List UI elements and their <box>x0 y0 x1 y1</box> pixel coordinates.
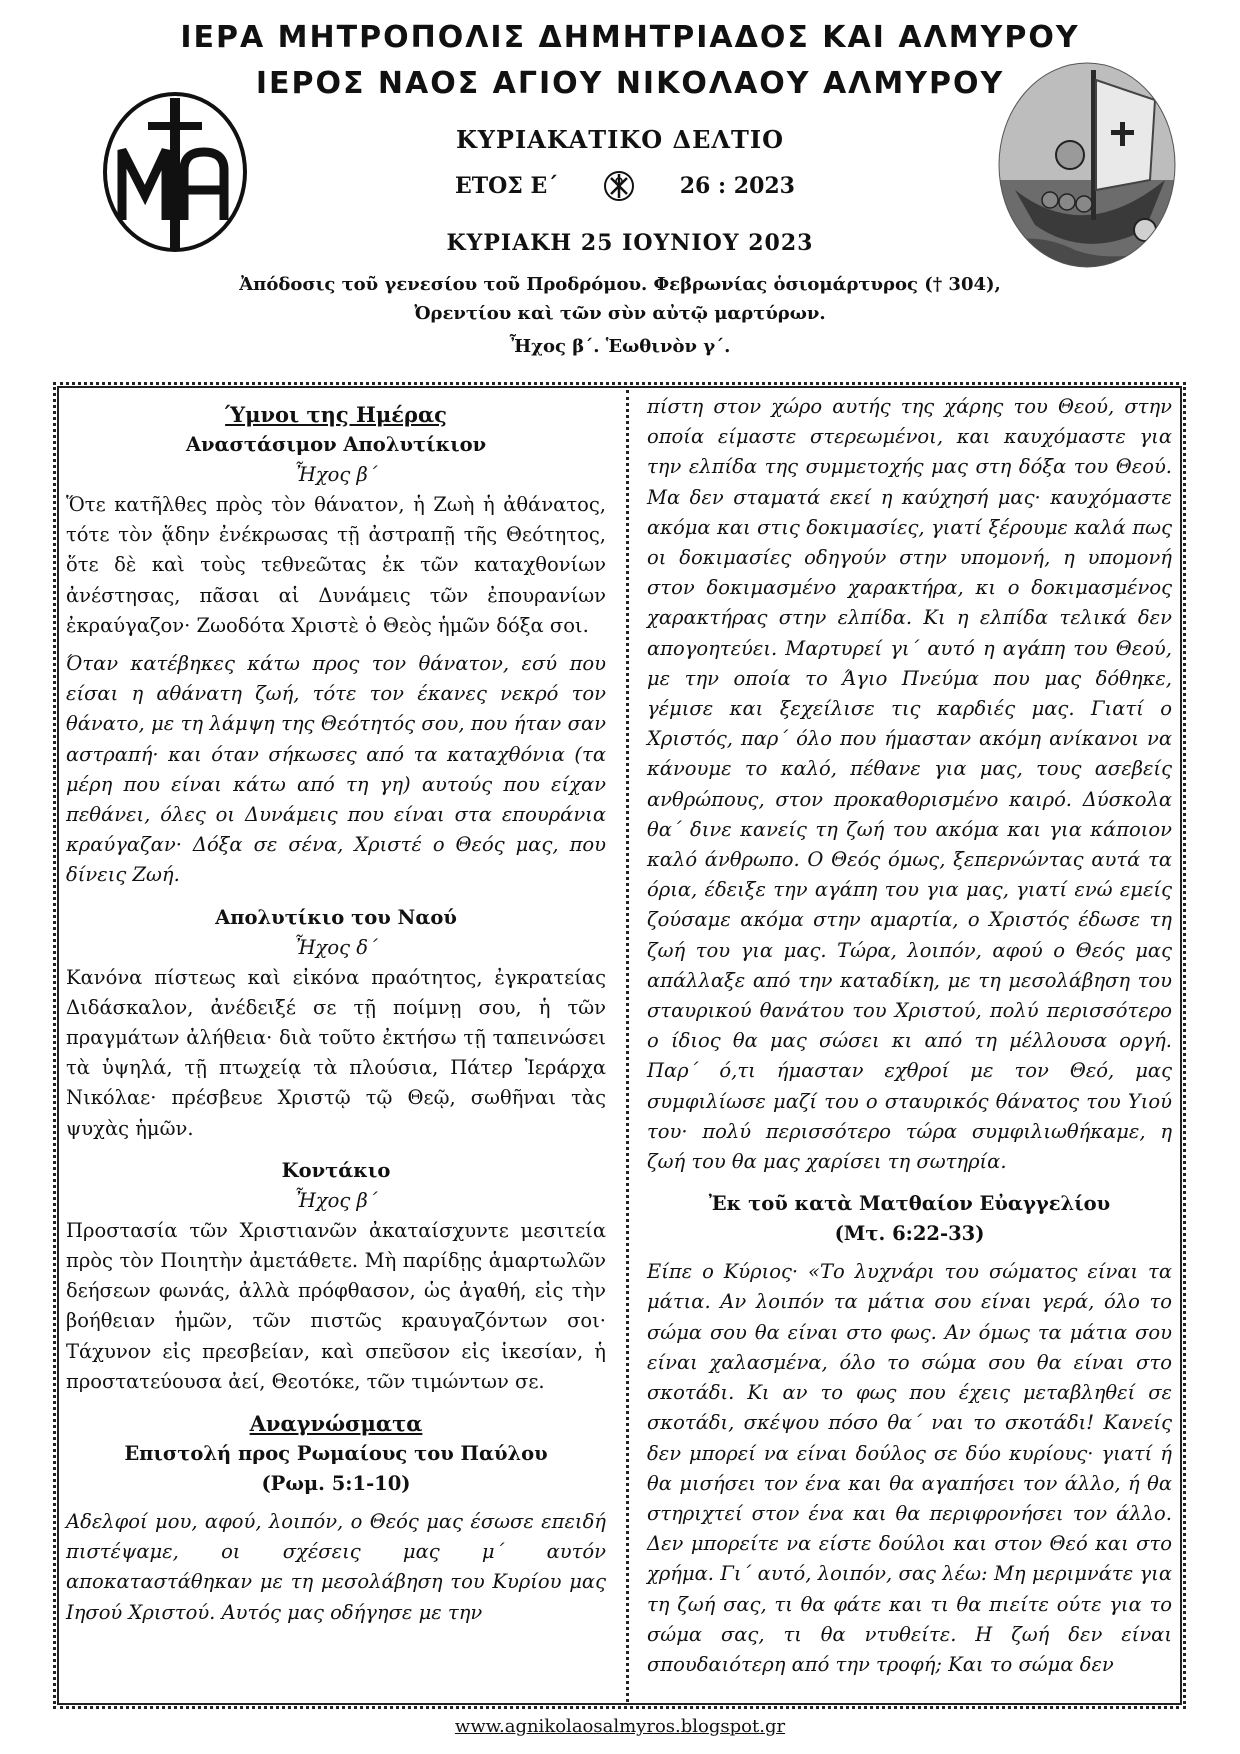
chi-rho-emblem-icon <box>603 170 635 202</box>
hymns-heading: Ύμνοι της Ημέρας <box>225 402 447 427</box>
apolytikion-tone: Ἦχος β΄ <box>294 463 378 486</box>
epistle-text: Αδελφοί μου, αφού, λοιπόν, ο Θεός μας έσωσε επειδή πιστέψαμε, οι σχέσεις μας μ΄ αυτόν αποκαταστάθηκαν με τη μεσολάβηση του Κυρίου μας Ιησού Χριστού. Αυτός μας οδήγησε με την <box>66 1510 606 1624</box>
right-column <box>647 392 1172 1680</box>
gospel-text: Είπε ο Κύριος· «Το λυχνάρι του σώματος είναι τα μάτια. Αν λοιπόν τα μάτια σου είναι γερά, όλο το σώμα σου θα είναι στο φως. Αν όμως τα μάτια σου είναι χαλασμένα, όλο το σώμα σου θα είναι στο σκοτάδι. Κι αν το φως που έχεις μεταβληθεί σε σκοτάδι, σκέψου πόσο θα΄ ναι το σκοτάδι! Κανείς δεν μπορεί να είναι δούλος σε δύο κυρίους· γιατί ή θα μισήσει τον ένα και θα αγαπήσει τον άλλο, ή θα στηριχτεί στον ένα και θα περιφρονήσει τον άλλο. Δεν μπορείτε να είστε δούλοι και στον Θεό και στο χρήμα. Γι΄ αυτό, λοιπόν, σας λέω: Μη μεριμνάτε για τη ζωή σας, τι θα φάτε και τι θα πιείτε ούτε για το σώμα σας, τι θα ντυθείτε. Η ζωή δεν είναι σπουδαιότερη από την τροφή; Και το σώμα δεν <box>647 1260 1172 1676</box>
readings-heading: Αναγνώσματα <box>249 1411 423 1437</box>
naos-apolytikion-text: Κανόνα πίστεως καὶ εἰκόνα πραότητος, ἐγκρατείας Διδάσκαλον, ἀνέδειξέ σε τῇ ποίμνῃ σου, ἡ τῶν πραγμάτων ἀλήθεια· διὰ τοῦτο ἐκτήσω τῇ ταπεινώσει τὰ ὑψηλά, τῇ πτωχείᾳ τὰ πλούσια, Πάτερ Ἱεράρχα Νικόλαε· πρέσβευε Χριστῷ τῷ Θεῷ, σωθῆναι τὰς ψυχὰς ἡμῶν. <box>66 965 606 1140</box>
commemoration <box>200 270 1040 328</box>
apolytikion-text: Ὅτε κατῆλθες πρὸς τὸν θάνατον, ἡ Ζωὴ ἡ ἀθάνατος, τότε τὸν ᾅδην ἐνέκρωσας τῇ ἀστραπῇ τῆς Θεότητος, ὅτε δὲ καὶ τοὺς τεθνεῶτας ἐκ τῶν καταχθονίων ἀνέστησας, πᾶσαι αἱ Δυνάμεις τῶν ἐπουρανίων ἐκραύγαζον· Ζωοδότα Χριστὲ ὁ Θεὸς ἡμῶν δόξα σοι. <box>66 493 606 637</box>
kontakio-tone: Ἦχος β΄ <box>294 1188 378 1212</box>
gospel-reference: (Μτ. 6:22-33) <box>834 1222 985 1246</box>
issue-number: 26 : 2023 <box>679 173 795 199</box>
epistle-reference: (Ρωμ. 5:1-10) <box>261 1472 411 1496</box>
st-nicholas-ship-icon <box>995 60 1180 270</box>
naos-tone: Ἦχος δ΄ <box>294 935 378 959</box>
commemoration-line-2: Ὀρεντίου καὶ τῶν σὺν αὐτῷ μαρτύρων. <box>414 303 826 324</box>
metropolis-logo-icon <box>100 90 250 255</box>
kontakio-text: Προστασία τῶν Χριστιανῶν ἀκαταίσχυντε μεσιτεία πρὸς τὸν Ποιητὴν ἀμετάθετε. Μὴ παρίδῃς ἁμαρτωλῶν δεήσεων φωνάς, ἀλλὰ πρόφθασον, ὡς ἀγαθή, εἰς τὴν βοήθειαν ἡμῶν, τῶν πιστῶς κραυγαζόντων σοι· Τάχυνον εἰς πρεσβείαν, καὶ σπεῦσον εἰς ἱκεσίαν, ἡ προστατεύουσα ἀεί, Θεοτόκε, τῶν τιμώντων σε. <box>66 1218 606 1393</box>
apolytikion-translation: Όταν κατέβηκες κάτω προς τον θάνατον, εσύ που είσαι η αθάνατη ζωή, τότε τον έκανες νεκρό τον θάνατο, με τη λάμψη της Θεότητός σου, που ήταν σαν αστραπή· και όταν σήκωσες από τα καταχθόνια (τα μέρη που είναι κάτω από τη γη) αυτούς που είχαν πεθάνει, όλες οι Δυνάμεις που είναι στα επουράνια κραύγαζαν· Δόξα σε σένα, Χριστέ ο Θεός μας, που δίνεις Ζωή. <box>66 652 606 887</box>
column-divider <box>626 390 629 1702</box>
date-heading: ΚΥΡΙΑΚΗ 25 ΙΟΥΝΙΟΥ 2023 <box>446 230 814 256</box>
epistle-text-continued: πίστη στον χώρο αυτής της χάρης του Θεού, στην οποία είμαστε στερεωμένοι, και καυχόμαστε για την ελπίδα της συμμετοχής μας στη δόξα του Θεού. Μα δεν σταματά εκεί η καύχησή μας· καυχόμαστε ακόμα και στις δοκιμασίες, γιατί ξέρουμε καλά πως οι δοκιμασίες οδηγούν στην υπομονή, η υπομονή στον δοκιμασμένο χαρακτήρα, κι ο δοκιμασμένος χαρακτήρας στην ελπίδα. Κι η ελπίδα τελικά δεν απογοητεύει. Μαρτυρεί γι΄ αυτό η αγάπη του Θεού, με την οποία το Άγιο Πνεύμα που μας δόθηκε, γέμισε και ξεχείλισε τις καρδιές μας. Γιατί ο Χριστός, παρ΄ όλο που ήμασταν ακόμη ανίκανοι να κάνουμε το καλό, πέθανε για μας, τους ασεβείς ανθρώπους, στον προκαθορισμένο καιρό. Δύσκολα θα΄ δινε κανείς τη ζωή του ακόμα και για κάποιον καλό άνθρωπο. Ο Θεός όμως, ξεπερνώντας αυτά τα όρια, έδειξε την αγάπη του για μας, γιατί ενώ εμείς ζούσαμε ακόμα στην αμαρτία, ο Χριστός έδωσε τη ζωή του για μας. Τώρα, λοιπόν, αφού ο Θεός μας απάλλαξε από την καταδίκη, με τη μεσολάβηση του σταυρικού θανάτου του Χριστού, πολύ περισσότερο ο ίδιος θα μας σώσει κι από τη μέλλουσα οργή. Παρ΄ ό,τι ήμασταν εχθροί με τον Θεό, μας συμφιλίωσε μαζί του ο σταυρικός θάνατος του Υιού του· πολύ περισσότερο τώρα συμφιλιωθήκαμε, η ζωή του θα μας χαρίσει τη σωτηρία. <box>647 395 1172 1174</box>
tone-eothinon: Ἦχος β΄. Ἑωθινὸν γ΄. <box>509 336 731 357</box>
gospel-heading: Ἐκ τοῦ κατὰ Ματθαίον Εὐαγγελίου <box>708 1192 1111 1216</box>
church-title: ΙΕΡΟΣ ΝΑΟΣ ΑΓΙΟΥ ΝΙΚΟΛΑΟΥ ΑΛΜΥΡΟΥ <box>255 66 1005 101</box>
commemoration-line-1: Ἀπόδοσις τοῦ γενεσίου τοῦ Προδρόμου. Φεβρωνίας ὁσιομάρτυρος († 304), <box>239 274 1001 295</box>
metropolis-title: ΙΕΡΑ ΜΗΤΡΟΠΟΛΙΣ ΔΗΜΗΤΡΙΑΔΟΣ ΚΑΙ ΑΛΜΥΡΟΥ <box>180 20 1080 55</box>
bulletin-title: ΚΥΡΙΑΚΑΤΙΚΟ ΔΕΛΤΙΟ <box>455 125 785 154</box>
naos-apolytikion-heading: Απολυτίκιο του Ναού <box>215 905 457 929</box>
year-label: ΕΤΟΣ Ε΄ <box>455 173 559 199</box>
left-column <box>66 400 606 1628</box>
apolytikion-heading: Αναστάσιμον Απολυτίκιον <box>185 433 487 456</box>
epistle-heading: Επιστολή προς Ρωμαίους του Παύλου <box>124 1442 548 1466</box>
year-issue-row <box>455 170 795 202</box>
kontakio-heading: Κοντάκιο <box>281 1158 391 1182</box>
blog-link[interactable]: www.agnikolaosalmyros.blogspot.gr <box>454 1716 786 1737</box>
